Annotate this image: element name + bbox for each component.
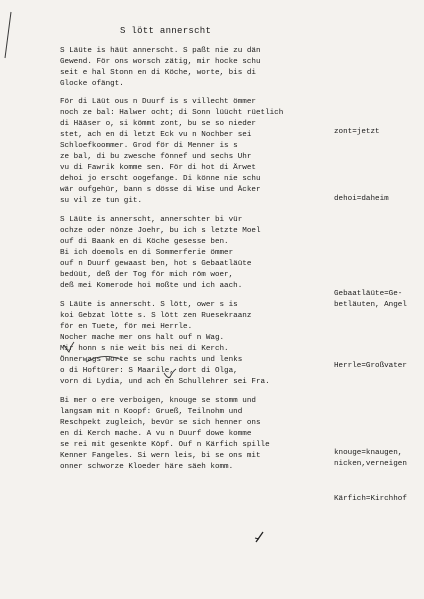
margin-note: Gebaatläüte=Ge- [334, 290, 403, 298]
correction-tick [162, 368, 178, 380]
correction-check-mark [62, 340, 76, 354]
margin-pen-stroke [0, 0, 30, 70]
text-line: koi Gebzat lötte s. S lött zen Ruesekraanz [60, 312, 252, 320]
text-line: ouf di Baank en di Köche gesesse ben. [60, 238, 229, 246]
text-line: ochze oder nönze Joehr, bu ich s letzte Moel [60, 227, 261, 235]
text-line: Gewend. För ons worsch zätig, mir hocke schu [60, 58, 261, 66]
margin-note: dehoi=daheim [334, 195, 389, 203]
text-line: ouf n Duurf gewaast ben, hot s Gebaatläüte [60, 260, 252, 268]
text-line: deß mei Komerode hoi moßte und ich aach. [60, 282, 243, 290]
main-text [60, 46, 326, 473]
text-line: ze bal, di bu zwesche fönnef und sechs Uhr [60, 153, 252, 161]
text-line: För di Läüt ous n Duurf is s villecht ömmer [60, 98, 256, 106]
text-line: S Läüte is häüt annerscht. S paßt nie zu dän [60, 47, 261, 55]
margin-note: Kärfich=Kirchhof [334, 495, 407, 503]
text-line: o di Hoftürer: S Maarile, dort di Olga, [60, 367, 238, 375]
text-line: en di Kerch mache. A vu n Duurf dowe komme [60, 430, 252, 438]
margin-note: betläuten, Angel [334, 301, 407, 309]
paragraph-5 [60, 396, 326, 473]
document-title: S lött annerscht [120, 26, 212, 36]
text-line: dehoi jo erscht oogefange. Di könne nie schu [60, 175, 261, 183]
paragraph-1 [60, 46, 326, 90]
text-line: Bi mer o ere verboigen, knouge se stomm und [60, 397, 256, 405]
text-line: för en Tuete, för mei Herrle. [60, 323, 193, 331]
text-line: noch ze bal: Halwer ocht; di Sonn lüücht rüetlich [60, 109, 284, 117]
text-line: Glocke ofängt. [60, 80, 124, 88]
text-line: Kenner Fangeles. Si wern leis, bi se ons mit [60, 452, 261, 460]
text-line: di Hääser o, si kömmt zont, bu se so nieder [60, 120, 256, 128]
text-line: Mir honn s nie weit bis nei di Kerch. [60, 345, 229, 353]
text-line: seit e hal Stonn en di Köche, worte, bis di [60, 69, 256, 77]
text-line: se rei mit gesenkte Köpf. Ouf n Kärfich spille [60, 441, 270, 449]
text-line: onner schworze Kloeder häre säeh komm. [60, 463, 234, 471]
text-line: Nocher mache mer ons halt ouf n Wag. [60, 334, 225, 342]
text-line: langsam mit n Koopf: Grueß, Teilnohm und [60, 408, 243, 416]
text-line: Önnerwags worte se schu rachts und lenks [60, 356, 243, 364]
margin-note: Herrle=Großvater [334, 362, 407, 370]
margin-note: knouge=knaugen, [334, 449, 403, 457]
text-line: S Läüte is annerscht. S lött, ower s is [60, 301, 238, 309]
paragraph-4 [60, 300, 326, 388]
text-line: stet, ach en di letzt Eck vu n Nochber sei [60, 131, 252, 139]
text-line: vu di Fawrik komme sen. För di hot di Ärwet [60, 164, 256, 172]
margin-note: zont=jetzt [334, 128, 380, 136]
text-line: Bi ich doemols en di Sommerferie ömmer [60, 249, 234, 257]
paragraph-2 [60, 97, 326, 207]
paragraph-3 [60, 215, 326, 292]
end-slash-mark [251, 530, 267, 544]
text-line: wär oufgehür, bann s dösse di Wise und Äcker [60, 186, 261, 194]
text-line: vorn di Lydia, und ach en Schullehrer sei Fra. [60, 378, 270, 386]
text-line: bedüüt, deß der Tog för mich röm woer, [60, 271, 234, 279]
text-line: su vil ze tun git. [60, 197, 143, 205]
text-line: Schloefkoommer. Grod för di Menner is s [60, 142, 238, 150]
text-line: Reschpekt zugleich, bevür se sich henner ons [60, 419, 261, 427]
margin-note: nicken,verneigen [334, 460, 407, 468]
text-line: S Läüte is annerscht, annerschter bi vür [60, 216, 243, 224]
correction-arc [84, 354, 124, 364]
